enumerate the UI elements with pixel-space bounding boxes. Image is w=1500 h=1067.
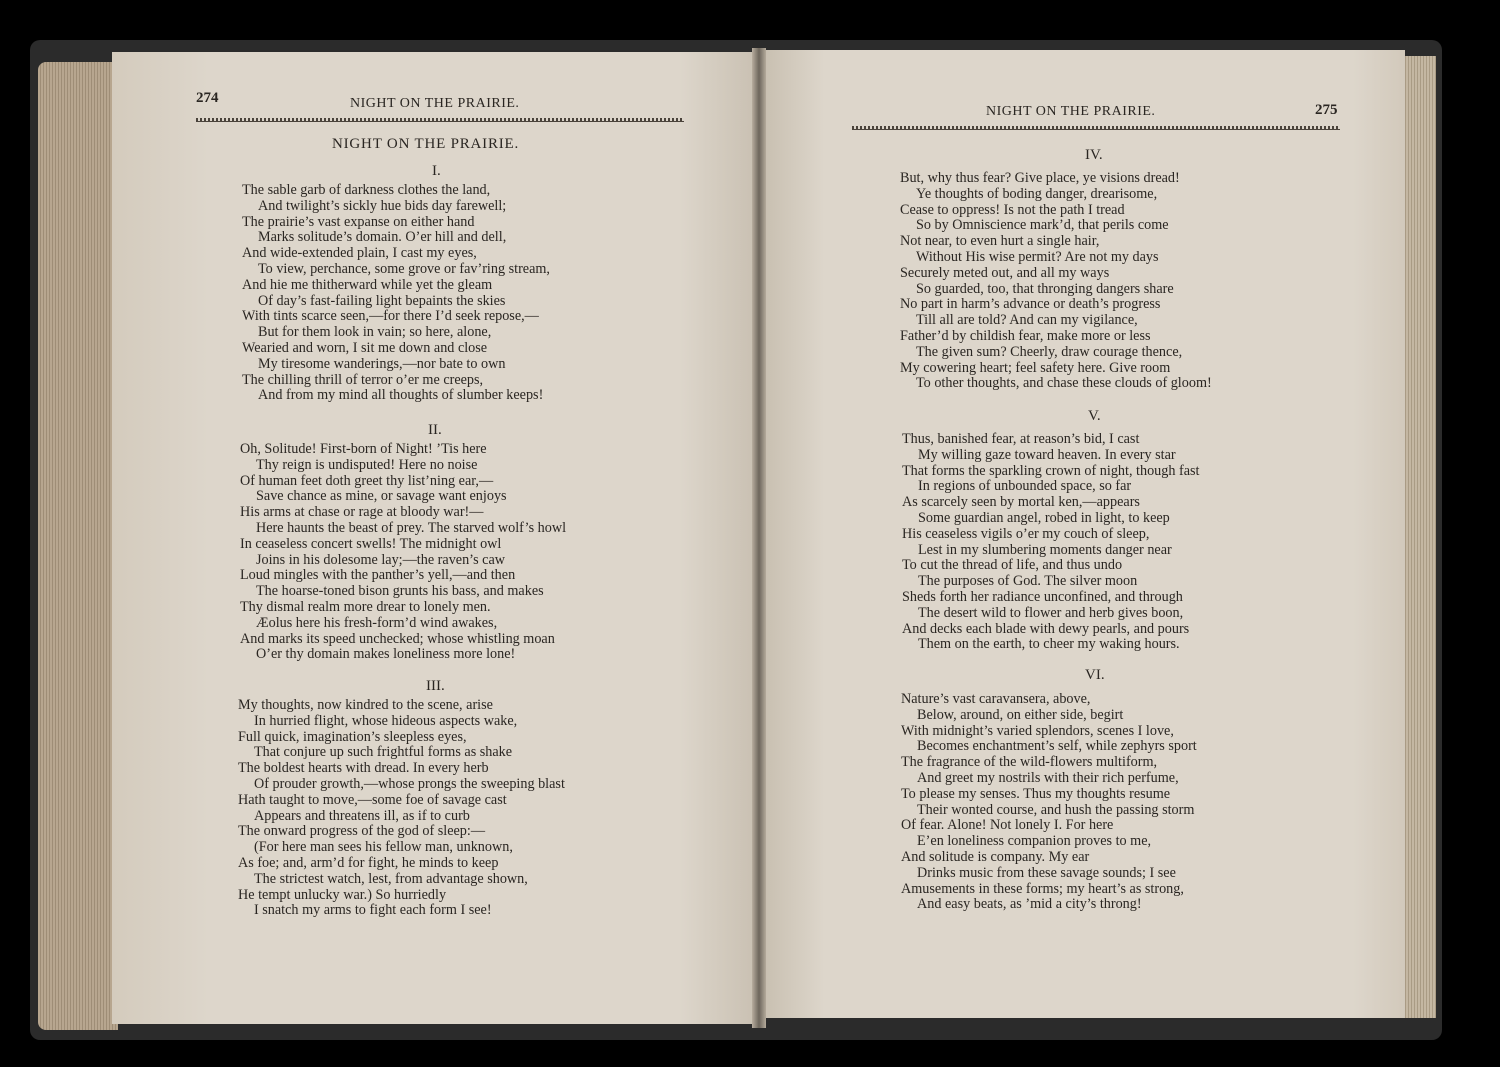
- poem-line: And hie me thitherward while yet the gleam: [242, 276, 493, 293]
- poem-line: Cease to oppress! Is not the path I tread: [900, 201, 1125, 218]
- poem-line: Of prouder growth,—whose prongs the sweeping blast: [254, 775, 565, 792]
- poem-line: The purposes of God. The silver moon: [918, 573, 1138, 590]
- running-head-left: NIGHT ON THE PRAIRIE.: [350, 96, 520, 111]
- poem-line: To cut the thread of life, and thus undo: [902, 557, 1123, 574]
- poem-line: Some guardian angel, robed in light, to keep: [918, 509, 1170, 526]
- poem-line: Of human feet doth greet thy list’ning ear,—: [240, 472, 494, 489]
- poem-line: In hurried flight, whose hideous aspects wake,: [254, 712, 518, 729]
- poem-line: Thus, banished fear, at reason’s bid, I cast: [902, 431, 1140, 447]
- poem-line: Æolus here his fresh-form’d wind awakes,: [256, 614, 498, 631]
- poem-line: To please my senses. Thus my thoughts resume: [901, 785, 1171, 802]
- poem-line: And easy beats, as ’mid a city’s throng!: [917, 896, 1142, 913]
- poem-line: Securely meted out, and all my ways: [900, 264, 1110, 281]
- poem-line: In ceaseless concert swells! The midnight owl: [240, 535, 502, 552]
- poem-line: Joins in his dolesome lay;—the raven’s caw: [256, 551, 506, 568]
- poem-line: Thy reign is undisputed! Here no noise: [256, 456, 478, 473]
- poem-line: Appears and threatens ill, as if to curb: [254, 807, 470, 824]
- running-head-right: NIGHT ON THE PRAIRIE.: [986, 104, 1156, 119]
- poem-line: So by Omniscience mark’d, that perils come: [916, 217, 1169, 234]
- stanza: [901, 692, 1197, 913]
- stanza-numeral: V.: [1088, 408, 1101, 424]
- poem-line: The desert wild to flower and herb gives boon,: [918, 604, 1184, 621]
- poem-line: He tempt unlucky war.) So hurriedly: [238, 886, 447, 903]
- poem-line: Loud mingles with the panther’s yell,—and then: [240, 567, 516, 584]
- poem-line: Nature’s vast caravansera, above,: [901, 691, 1091, 707]
- poem-line: Full quick, imagination’s sleepless eyes,: [238, 728, 467, 745]
- poem-line: My willing gaze toward heaven. In every star: [918, 446, 1176, 463]
- poem-line: And solitude is company. My ear: [901, 848, 1090, 865]
- poem-line: The given sum? Cheerly, draw courage thence,: [916, 343, 1183, 360]
- poem-line: Ye thoughts of boding danger, drearisome,: [916, 185, 1158, 202]
- poem-line: The hoarse-toned bison grunts his bass, and makes: [256, 583, 544, 600]
- stanza-numeral: III.: [426, 678, 445, 694]
- right-page: [760, 50, 1405, 1018]
- poem-line: The chilling thrill of terror o’er me creeps,: [242, 371, 484, 388]
- poem-line: I snatch my arms to fight each form I see!: [254, 902, 492, 919]
- poem-line: Here haunts the beast of prey. The starved wolf’s howl: [256, 519, 567, 536]
- poem-line: To other thoughts, and chase these clouds of gloom!: [916, 375, 1212, 392]
- poem-line: Wearied and worn, I sit me down and close: [242, 339, 488, 356]
- poem-title: NIGHT ON THE PRAIRIE.: [332, 136, 520, 152]
- page-number-left: 274: [196, 90, 219, 106]
- stanza-numeral: I.: [432, 163, 441, 179]
- poem-line: My thoughts, now kindred to the scene, arise: [238, 697, 493, 713]
- poem-line: The boldest hearts with dread. In every herb: [238, 760, 489, 777]
- poem-line: And marks its speed unchecked; whose whistling moan: [240, 630, 555, 647]
- page-edges-right: [1400, 56, 1436, 1018]
- poem-line: Drinks music from these savage sounds; I see: [917, 864, 1176, 881]
- poem-line: His ceaseless vigils o’er my couch of sleep,: [902, 525, 1150, 542]
- header-rule-right: [852, 126, 1340, 130]
- poem-line: And wide-extended plain, I cast my eyes,: [242, 245, 477, 262]
- poem-line: Marks solitude’s domain. O’er hill and dell,: [258, 229, 507, 246]
- stanza-numeral: VI.: [1085, 667, 1105, 683]
- poem-line: And from my mind all thoughts of slumber keeps!: [258, 387, 544, 404]
- poem-line: My tiresome wanderings,—nor bate to own: [258, 355, 506, 372]
- poem-line: Save chance as mine, or savage want enjoys: [256, 488, 507, 505]
- poem-line: The prairie’s vast expanse on either hand: [242, 213, 475, 230]
- poem-line: But, why thus fear? Give place, ye visions dread!: [900, 170, 1180, 186]
- page-edges-left: [38, 62, 118, 1030]
- poem-line: Lest in my slumbering moments danger near: [918, 541, 1172, 558]
- poem-line: No part in harm’s advance or death’s progress: [900, 296, 1161, 313]
- poem-line: Oh, Solitude! First-born of Night! ’Tis here: [240, 441, 487, 457]
- poem-line: The onward progress of the god of sleep:—: [238, 823, 486, 840]
- stanza: [240, 442, 566, 663]
- stanza: [242, 183, 550, 404]
- poem-line: Their wonted course, and hush the passing storm: [917, 801, 1195, 818]
- stanza: [902, 432, 1200, 653]
- poem-line: Hath taught to move,—some foe of savage cast: [238, 791, 507, 808]
- poem-line: That forms the sparkling crown of night, though fast: [902, 462, 1200, 479]
- poem-line: His arms at chase or rage at bloody war!—: [240, 504, 484, 521]
- poem-line: To view, perchance, some grove or fav’ring stream,: [258, 260, 550, 277]
- stanza: [238, 698, 565, 919]
- poem-line: O’er thy domain makes loneliness more lone!: [256, 646, 516, 663]
- poem-line: And decks each blade with dewy pearls, and pours: [902, 620, 1190, 637]
- poem-line: Them on the earth, to cheer my waking hours.: [918, 636, 1180, 653]
- book-gutter: [752, 48, 766, 1028]
- poem-line: Of day’s fast-failing light bepaints the skies: [258, 292, 506, 309]
- poem-line: So guarded, too, that thronging dangers share: [916, 280, 1174, 297]
- poem-line: Not near, to even hurt a single hair,: [900, 233, 1100, 250]
- poem-line: Below, around, on either side, begirt: [917, 706, 1124, 723]
- poem-line: The fragrance of the wild-flowers multiform,: [901, 754, 1158, 771]
- poem-line: In regions of unbounded space, so far: [918, 478, 1132, 495]
- poem-line: With tints scarce seen,—for there I’d seek repose,—: [242, 308, 539, 325]
- poem-line: The sable garb of darkness clothes the land,: [242, 182, 491, 198]
- poem-line: Sheds forth her radiance unconfined, and through: [902, 588, 1183, 605]
- poem-line: E’en loneliness companion proves to me,: [917, 833, 1152, 850]
- stanza-numeral: II.: [428, 422, 442, 438]
- left-page: [112, 52, 757, 1024]
- poem-line: Of fear. Alone! Not lonely I. For here: [901, 817, 1114, 834]
- poem-line: And greet my nostrils with their rich perfume,: [917, 769, 1179, 786]
- page-number-right: 275: [1315, 102, 1338, 118]
- poem-line: (For here man sees his fellow man, unknown,: [254, 839, 513, 856]
- poem-line: Till all are told? And can my vigilance,: [916, 312, 1138, 329]
- poem-line: The strictest watch, lest, from advantage shown,: [254, 870, 528, 887]
- poem-line: Amusements in these forms; my heart’s as strong,: [901, 880, 1184, 897]
- poem-line: With midnight’s varied splendors, scenes I love,: [901, 722, 1174, 739]
- poem-line: But for them look in vain; so here, alone,: [258, 324, 492, 341]
- poem-line: As scarcely seen by mortal ken,—appears: [902, 494, 1140, 511]
- poem-line: As foe; and, arm’d for fight, he minds to keep: [238, 854, 499, 871]
- poem-line: And twilight’s sickly hue bids day farewell;: [258, 197, 507, 214]
- poem-line: Without His wise permit? Are not my days: [916, 248, 1159, 265]
- poem-line: Thy dismal realm more drear to lonely men.: [240, 598, 491, 615]
- poem-line: Father’d by childish fear, make more or less: [900, 327, 1151, 344]
- stanza: [900, 171, 1212, 392]
- poem-line: That conjure up such frightful forms as shake: [254, 744, 513, 761]
- poem-line: My cowering heart; feel safety here. Give room: [900, 359, 1171, 376]
- poem-line: Becomes enchantment’s self, while zephyrs sport: [917, 738, 1197, 755]
- stanza-numeral: IV.: [1085, 147, 1103, 163]
- header-rule-left: [196, 118, 684, 122]
